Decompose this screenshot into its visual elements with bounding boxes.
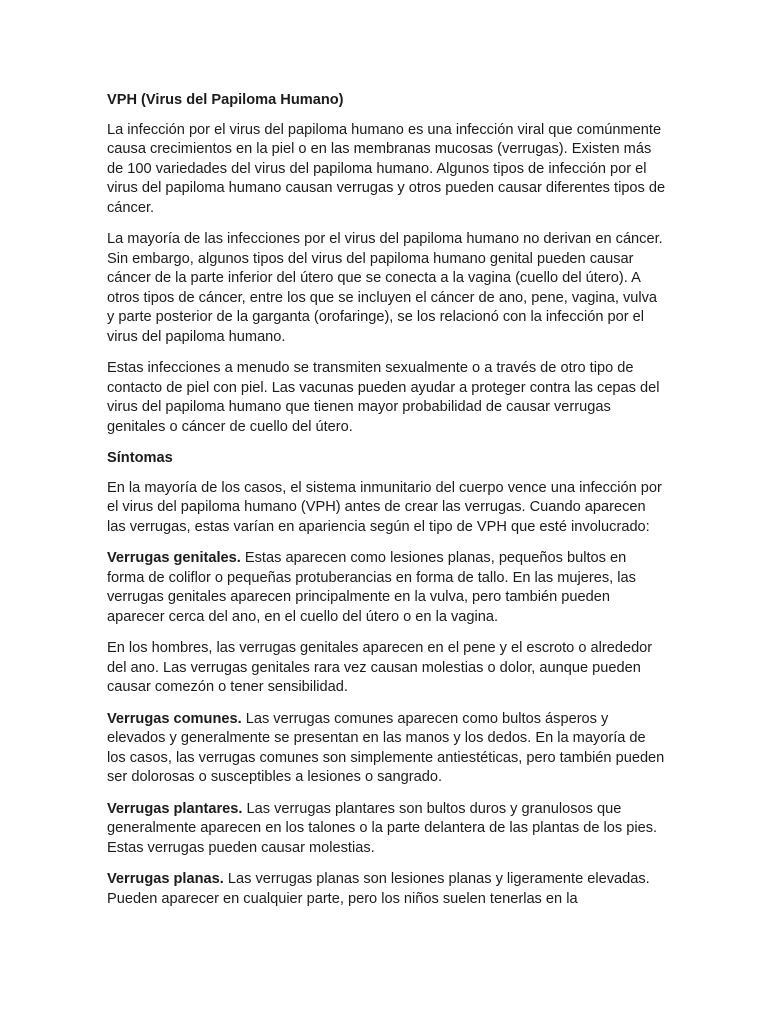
genital-warts-label: Verrugas genitales.: [107, 550, 241, 566]
symptoms-intro: En la mayoría de los casos, el sistema inmunitario del cuerpo vence una infección por el virus del papiloma humano (VPH) antes de crear las verrugas. Cuando aparecen las verrugas, estas varían en apariencia según el tipo de VPH que esté involucrado:: [107, 479, 662, 535]
common-warts-text: Las verrugas comunes aparecen como bultos ásperos y elevados y generalmente se presentan en las manos y los dedos. En la mayoría de los casos, las verrugas comunes son simplemente antiestéticas, pero también pueden ser dolorosas o susceptibles a lesiones o sangrado.: [107, 710, 665, 785]
intro-paragraph: La mayoría de las infecciones por el virus del papiloma humano no derivan en cáncer. Sin embargo, algunos tipos del virus del papiloma humano genital pueden causar cáncer de la parte inferior del útero que se conecta a la vagina (cuello del útero). A otros tipos de cáncer, entre los que se incluyen el cáncer de ano, pene, vagina, vulva y parte posterior de la garganta (orofaringe), se los relacionó con la infección por el virus del papiloma humano.: [107, 231, 663, 345]
flat-warts-label: Verrugas planas.: [107, 871, 224, 887]
intro-paragraph: Estas infecciones a menudo se transmiten sexualmente o a través de otro tipo de contacto de piel con piel. Las vacunas pueden ayudar a proteger contra las cepas del virus del papiloma humano que tienen mayor probabilidad de causar verrugas genitales o cáncer de cuello del útero.: [107, 360, 660, 435]
genital-warts-text: Estas aparecen como lesiones planas, pequeños bultos en forma de coliflor o pequeñas protuberancias en forma de tallo. En las mujeres, las verrugas genitales aparecen principalmente en la vulva, pero también pueden aparecer cerca del ano, en el cuello del útero o en la vagina.: [107, 550, 636, 625]
genital-warts-men-paragraph: En los hombres, las verrugas genitales aparecen en el pene y el escroto o alrededor del ano. Las verrugas genitales rara vez causan molestias o dolor, aunque pueden causar comezón o tener sensibilidad.: [107, 640, 653, 695]
plantar-warts-label: Verrugas plantares.: [107, 800, 243, 817]
document-title: VPH (Virus del Papiloma Humano): [107, 92, 344, 108]
symptoms-heading: Síntomas: [107, 450, 173, 466]
intro-paragraph: La infección por el virus del papiloma humano es una infección viral que comúnmente causa crecimientos en la piel o en las membranas mucosas (verrugas). Existen más de 100 variedades del virus del papiloma humano. Algunos tipos de infección por el virus del papiloma humano causan verrugas y otros pueden causar diferentes tipos de cáncer.: [107, 121, 666, 216]
document-page: [107, 91, 667, 921]
common-warts-label: Verrugas comunes.: [107, 710, 242, 727]
plantar-warts-text: Las verrugas plantares son bultos duros y granulosos que generalmente aparecen en los talones o la parte delantera de las plantas de los pies. Estas verrugas pueden causar molestias.: [107, 800, 658, 856]
genital-warts-paragraph: [107, 549, 667, 627]
flat-warts-paragraph: [107, 870, 667, 909]
flat-warts-text: Las verrugas planas son lesiones planas y ligeramente elevadas. Pueden aparecer en cualquier parte, pero los niños suelen tenerlas en la: [107, 871, 650, 907]
plantar-warts-paragraph: [107, 800, 667, 859]
common-warts-paragraph: [107, 710, 667, 788]
